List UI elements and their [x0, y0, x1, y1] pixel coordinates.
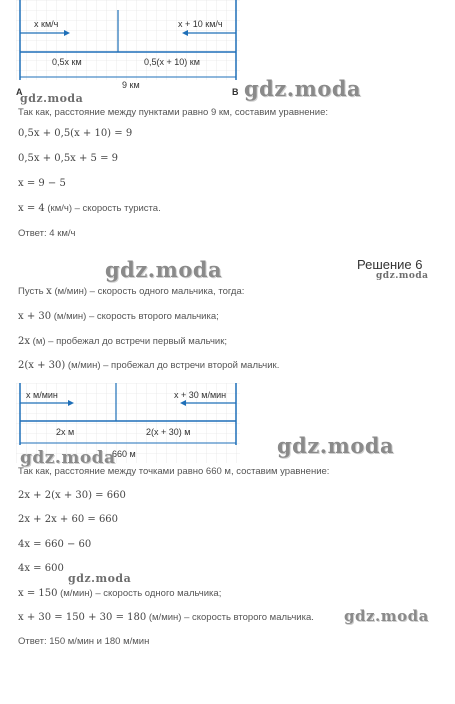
line-math: x + 30	[18, 311, 52, 322]
motion-diagram-1	[16, 0, 240, 98]
line-text: (м) – пробежал до встречи первый мальчик;	[30, 336, 228, 347]
intro-text: Пусть	[18, 286, 47, 297]
d1-left-speed: x км/ч	[34, 19, 59, 29]
equation	[18, 203, 161, 214]
d1-left-distance: 0,5x км	[52, 57, 82, 67]
line-math: 2x	[18, 336, 31, 347]
equation: 2x + 2(x + 30) = 660	[18, 490, 126, 501]
equation: 2x + 2x + 60 = 660	[18, 514, 119, 525]
solution1-answer: Ответ: 4 км/ч	[18, 228, 76, 239]
solution2-answer: Ответ: 150 м/мин и 180 м/мин	[18, 636, 150, 647]
watermark: gdz.moda	[344, 607, 429, 625]
equation: 4x = 660 − 60	[18, 539, 92, 550]
solution-title: Решение 6	[357, 257, 423, 272]
equation	[18, 588, 221, 599]
d2-right-distance: 2(x + 30) м	[146, 427, 191, 437]
equation	[18, 612, 314, 623]
solution2-line	[18, 360, 279, 371]
solution2-line	[18, 311, 219, 322]
d1-point-b: B	[232, 87, 239, 97]
equation-text: (м/мин) – скорость второго мальчика.	[146, 612, 314, 623]
d2-right-speed: x + 30 м/мин	[174, 390, 227, 400]
solution1-intro: Так как, расстояние между пунктами равно 9 км, составим уравнение:	[18, 107, 329, 118]
solution2-intro	[18, 286, 244, 297]
intro-rest: (м/мин) – скорость одного мальчика, тогда:	[51, 286, 245, 297]
watermark: gdz.moda	[68, 572, 132, 585]
d1-right-distance: 0,5(x + 10) км	[144, 57, 200, 67]
intro-math: x	[46, 286, 52, 297]
watermark: gdz.moda	[20, 448, 116, 468]
line-math: 2(x + 30)	[18, 360, 66, 371]
equation-text: (м/мин) – скорость одного мальчика;	[57, 588, 222, 599]
d1-total-distance: 9 км	[122, 80, 140, 90]
solution2-summary: Так как, расстояние между точками равно 660 м, составим уравнение:	[18, 466, 330, 477]
equation: 0,5x + 0,5(x + 10) = 9	[18, 128, 133, 139]
watermark: gdz.moda	[277, 433, 395, 458]
equation: x = 9 − 5	[18, 178, 66, 189]
equation: 4x = 600	[18, 563, 64, 574]
line-text: (м/мин) – пробежал до встречи второй мальчик.	[65, 360, 280, 371]
d2-left-speed: x м/мин	[26, 390, 58, 400]
watermark: gdz.moda	[244, 76, 362, 101]
equation-text: (км/ч) – скорость туриста.	[44, 203, 161, 214]
solution2-line	[18, 336, 227, 347]
equation-math: x = 150	[18, 588, 58, 599]
equation-math: x + 30 = 150 + 30 = 180	[18, 612, 147, 623]
d2-total-distance: 660 м	[112, 449, 136, 459]
d2-left-distance: 2x м	[56, 427, 75, 437]
watermark: gdz.moda	[105, 257, 223, 282]
equation: 0,5x + 0,5x + 5 = 9	[18, 153, 119, 164]
d1-point-a: A	[16, 87, 23, 97]
equation-math: x = 4	[18, 203, 45, 214]
watermark: gdz.moda	[376, 271, 429, 281]
line-text: (м/мин) – скорость второго мальчика;	[51, 311, 219, 322]
watermark: gdz.moda	[20, 92, 84, 105]
d1-right-speed: x + 10 км/ч	[178, 19, 223, 29]
